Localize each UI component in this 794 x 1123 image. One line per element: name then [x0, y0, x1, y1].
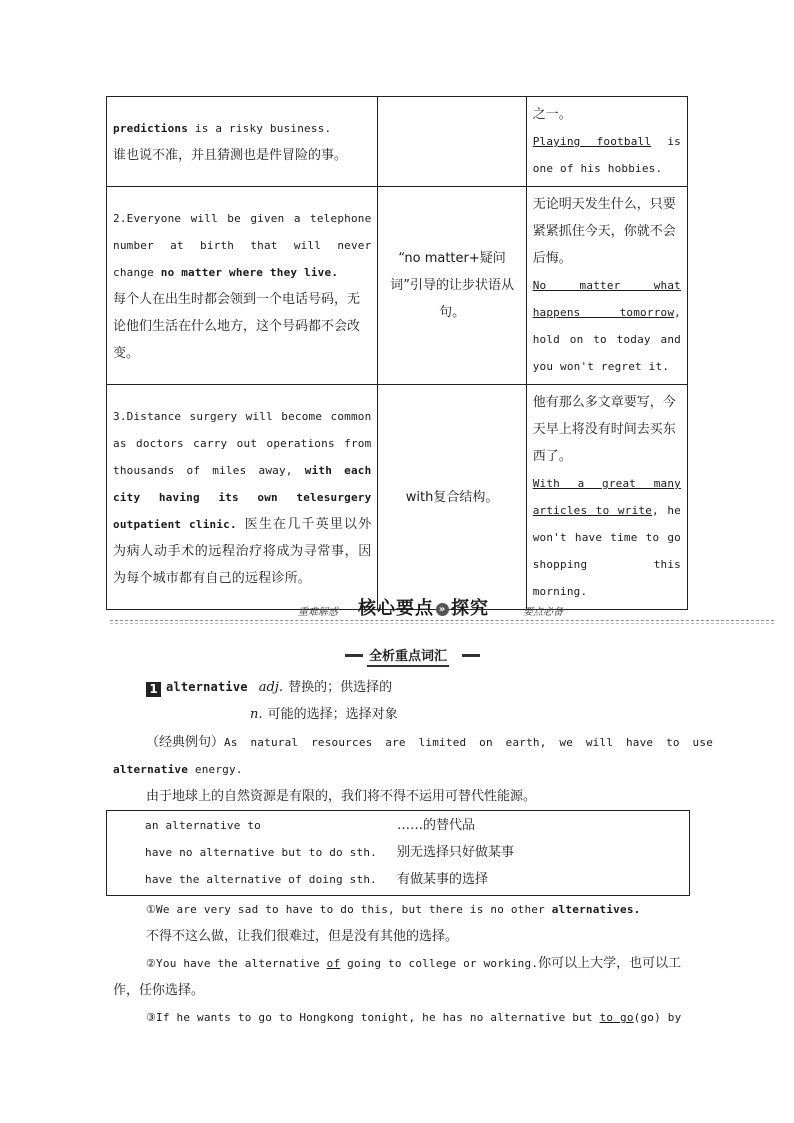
row2-translation: 每个人在出生时都会领到一个电话号码，无论他们生活在什么地方，这个号码都不会改变。	[113, 291, 361, 361]
word-entry-line1	[146, 676, 392, 697]
row1-example-rest: is one of his hobbies.	[532, 135, 681, 175]
row3-bold-clause: with each city having its own telesurgery outpatient clinic.	[113, 463, 372, 531]
example-label: （经典例句）	[146, 735, 225, 750]
example-line2	[113, 758, 243, 777]
row2-note: “no matter+疑问词”引导的让步状语从句。	[390, 251, 514, 320]
row2-example-rest: , hold on to today and you won't regret it.	[532, 306, 681, 373]
row1-example-cn: 之一。	[532, 107, 572, 122]
banner-title: 核心要点 » 探究	[358, 598, 489, 619]
row1-example-underlined: Playing football	[532, 135, 652, 148]
row1-note-cell	[378, 97, 526, 187]
row1-translation: 谁也说不准，并且猜测也是件冒险的事。	[113, 147, 348, 163]
row3-translation: 医生在几千英里以外为病人动手术的远程治疗将成为寻常事，因为每个城市都有自己的远程诊所。	[113, 516, 372, 586]
sentence-3: ③If he wants to go to Hongkong tonight, he has no alternative but to go(go) by	[146, 1011, 682, 1024]
row2-note-cell	[378, 187, 526, 385]
sentence-1-bold: alternatives.	[551, 903, 641, 916]
phrase-english: an alternative to	[145, 819, 261, 832]
entry-def-adj: 替换的；供选择的	[288, 680, 393, 695]
phrase-box	[106, 810, 690, 896]
phrase-chinese: 别无选择只好做某事	[397, 845, 515, 860]
row3-example-rest: , he won't have time to go shopping this morning.	[532, 504, 681, 598]
section-banner	[110, 594, 774, 624]
table-row	[107, 385, 688, 610]
double-chevron-icon: »	[436, 603, 449, 616]
row3-sentence-cell	[107, 385, 378, 610]
sentence-3-answer: to go	[599, 1011, 634, 1024]
sentence-2-answer: of	[326, 957, 341, 970]
row1-sentence-cell	[107, 97, 378, 187]
sentence-2-translation: 你可以上大学，也可以工	[538, 956, 682, 971]
example-bold-word: alternative	[113, 763, 189, 776]
list-item	[145, 867, 488, 889]
row2-english: 2.Everyone will be given a telephone number at birth that will never change	[113, 211, 372, 279]
row2-example-cell	[526, 187, 687, 385]
row1-example-cell	[526, 97, 687, 187]
example-translation: 由于地球上的自然资源是有限的，我们将不得不运用可替代性能源。	[146, 789, 537, 804]
word-entry-line2	[250, 703, 398, 722]
banner-divider-secondary	[110, 623, 774, 624]
example-english-end: energy.	[188, 763, 243, 776]
row2-example-cn: 无论明天发生什么，只要紧紧抓住今天，你就不会后悔。	[532, 197, 676, 266]
row3-note-cell	[378, 385, 526, 610]
list-item	[145, 813, 475, 835]
sentence-2: ②You have the alternative of going to college or working.你可以上大学，也可以工	[146, 956, 682, 971]
heading-right-bar	[462, 654, 480, 657]
banner-right-caption: 要点必备	[523, 607, 563, 618]
example-line1	[146, 731, 714, 750]
section-heading-text: 全析重点词汇	[367, 645, 449, 667]
row3-english: 3.Distance surgery will become common as doctors carry out operations from thousands of miles away,	[113, 409, 372, 477]
list-item	[145, 840, 514, 862]
section-heading	[345, 645, 480, 665]
row2-sentence-cell	[107, 187, 378, 385]
table-row	[107, 187, 688, 385]
phrase-english: have no alternative but to do sth.	[145, 846, 377, 859]
phrase-chinese: ……的替代品	[397, 818, 476, 833]
banner-left-caption: 重难解惑	[298, 607, 338, 618]
entry-number-badge: 1	[146, 682, 161, 697]
sentence-1: ①We are very sad to have to do this, but there is no other alternatives.	[146, 903, 641, 916]
table-row	[107, 97, 688, 187]
row3-example-cn: 他有那么多文章要写，今天早上将没有时间去买东西了。	[532, 395, 676, 464]
row3-example-cell	[526, 385, 687, 610]
row1-bold-text: predictions	[113, 121, 189, 135]
phrase-chinese: 有做某事的选择	[397, 872, 489, 887]
banner-divider	[110, 620, 774, 621]
row1-plain-text: is a risky business.	[188, 121, 332, 135]
entry-pos-noun: n.	[250, 707, 263, 722]
entry-def-noun: 可能的选择；选择对象	[267, 707, 398, 722]
entry-word: alternative	[166, 680, 248, 694]
entry-pos-adj: adj.	[258, 680, 284, 695]
sentence-2-translation-cont: 作，任你选择。	[113, 983, 205, 998]
sentence-1-translation: 不得不这么做，让我们很难过，但是没有其他的选择。	[146, 929, 459, 944]
example-english: As natural resources are limited on earth, we will have to use	[224, 736, 714, 749]
row2-example-underlined: No matter what happens tomorrow	[532, 279, 681, 319]
row3-example-underlined: With a great many articles to write	[532, 477, 681, 517]
row2-bold-clause: no matter where they live.	[160, 265, 339, 279]
phrase-english: have the alternative of doing sth.	[145, 873, 377, 886]
heading-left-bar	[345, 654, 363, 657]
grammar-table	[106, 96, 688, 610]
row3-note: with复合结构。	[405, 489, 499, 505]
